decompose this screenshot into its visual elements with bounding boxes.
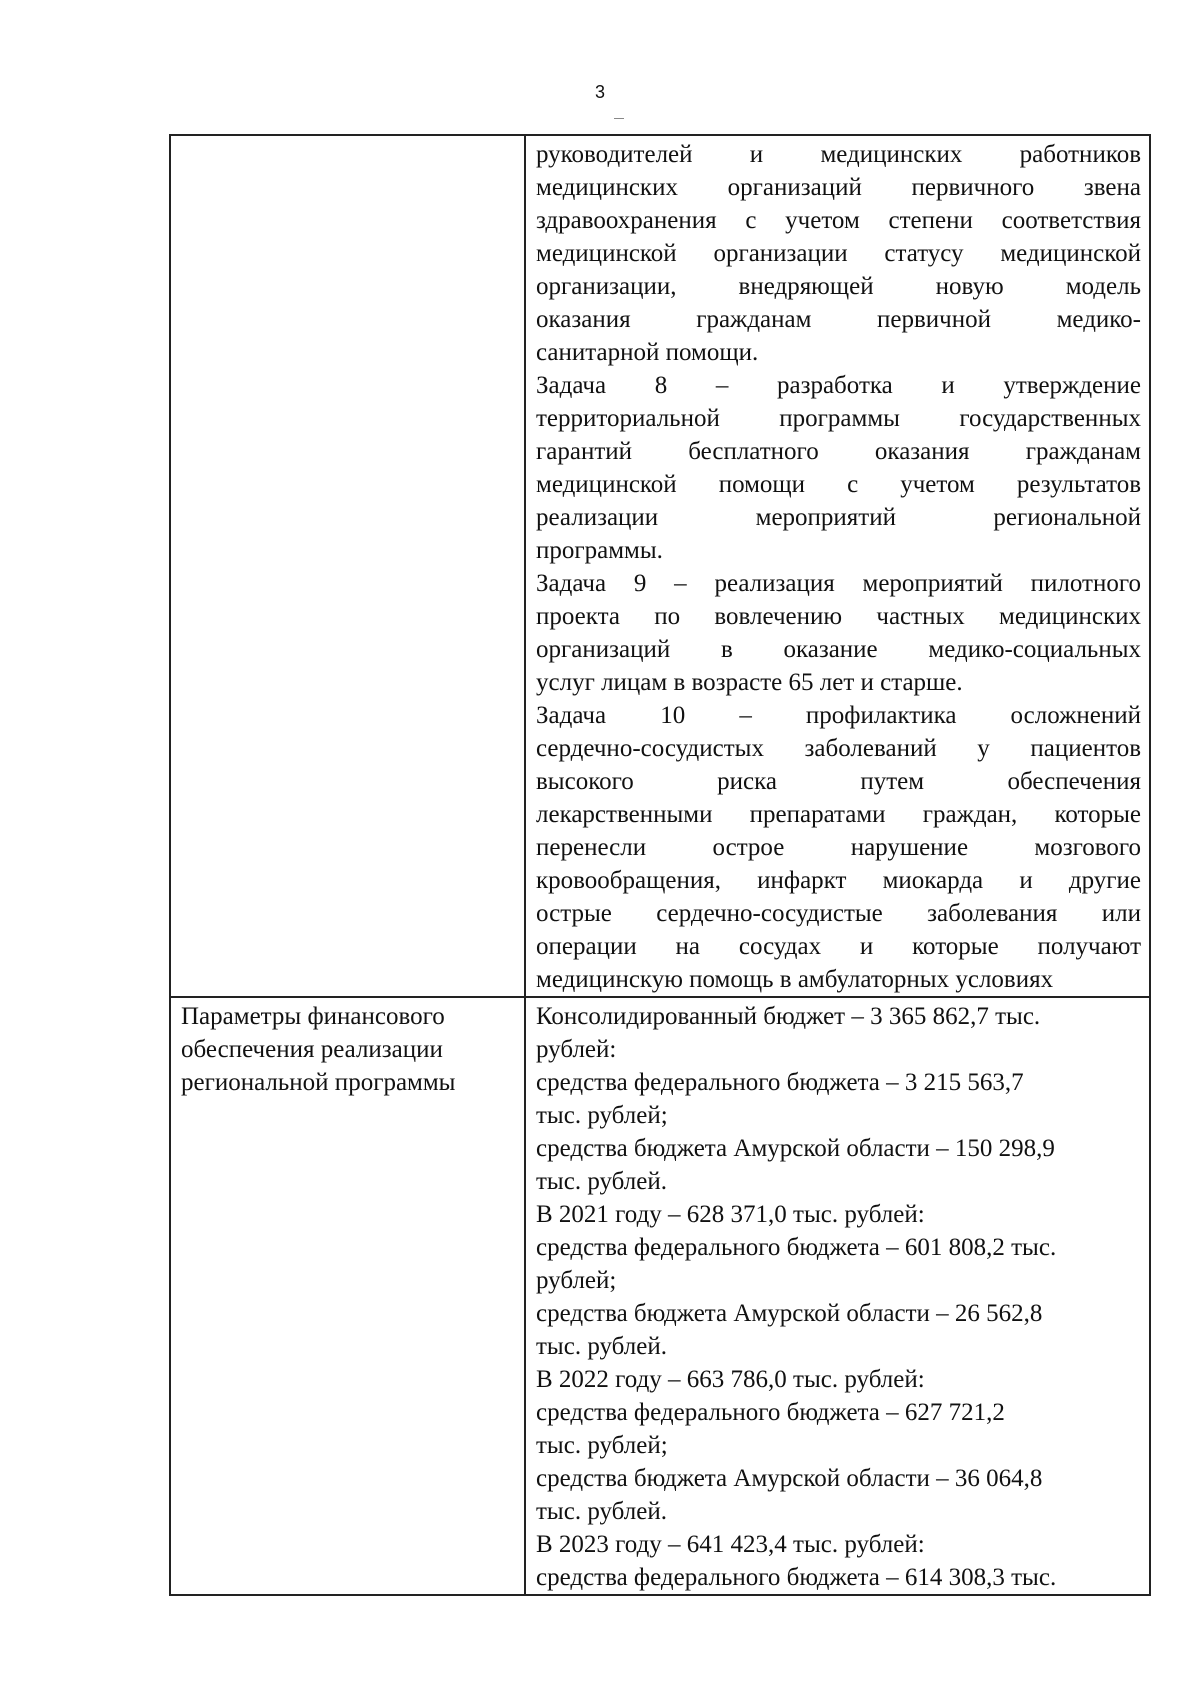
text-line: лекарственными препаратами граждан, которые bbox=[536, 801, 1141, 828]
parameter-label-line: обеспечения реализации bbox=[181, 1036, 443, 1063]
text-line: кровообращения, инфаркт миокарда и другие bbox=[536, 867, 1141, 894]
text-line: медицинских организаций первичного звена bbox=[536, 174, 1141, 201]
finance-line: рублей; bbox=[536, 1267, 617, 1294]
text-line: медицинской помощи с учетом результатов bbox=[536, 471, 1141, 498]
page-number: 3 bbox=[594, 82, 605, 102]
text-line: здравоохранения с учетом степени соответствия bbox=[536, 207, 1141, 234]
row2-right-cell bbox=[525, 997, 1150, 1595]
task-block-continuation bbox=[536, 138, 1141, 369]
finance-line: В 2023 году – 641 423,4 тыс. рублей: bbox=[536, 1531, 925, 1558]
text-line: проекта по вовлечению частных медицинских bbox=[536, 603, 1141, 630]
table-row bbox=[170, 997, 1150, 1595]
scan-mark bbox=[614, 118, 624, 119]
text-line: Задача 8 – разработка и утверждение bbox=[536, 372, 1141, 399]
table-row bbox=[170, 135, 1150, 997]
text-line: перенесли острое нарушение мозгового bbox=[536, 834, 1141, 861]
finance-line: средства бюджета Амурской области – 150 298,9 bbox=[536, 1135, 1055, 1162]
text-line: высокого риска путем обеспечения bbox=[536, 768, 1141, 795]
finance-line: средства бюджета Амурской области – 36 064,8 bbox=[536, 1465, 1043, 1492]
finance-line: средства федерального бюджета – 627 721,2 bbox=[536, 1399, 1005, 1426]
finance-line: тыс. рублей. bbox=[536, 1333, 667, 1360]
text-line: санитарной помощи. bbox=[536, 339, 759, 366]
finance-line: Консолидированный бюджет – 3 365 862,7 тыс. bbox=[536, 1003, 1041, 1030]
row1-left-cell bbox=[170, 135, 525, 997]
task-8-block bbox=[536, 369, 1141, 567]
finance-line: средства бюджета Амурской области – 26 562,8 bbox=[536, 1300, 1043, 1327]
text-line: медицинской организации статусу медицинской bbox=[536, 240, 1141, 267]
parameter-label-line: региональной программы bbox=[181, 1069, 456, 1096]
text-line: программы. bbox=[536, 537, 663, 564]
row1-right-cell bbox=[525, 135, 1150, 997]
task-10-block bbox=[536, 699, 1141, 996]
finance-line: В 2022 году – 663 786,0 тыс. рублей: bbox=[536, 1366, 925, 1393]
program-table bbox=[169, 134, 1151, 1596]
text-line: Задача 9 – реализация мероприятий пилотного bbox=[536, 570, 1141, 597]
parameter-label-line: Параметры финансового bbox=[181, 1003, 445, 1030]
finance-line: тыс. рублей. bbox=[536, 1498, 667, 1525]
text-line: острые сердечно-сосудистые заболевания или bbox=[536, 900, 1141, 927]
row2-left-cell bbox=[170, 997, 525, 1595]
finance-line: средства федерального бюджета – 601 808,2 тыс. bbox=[536, 1234, 1057, 1261]
text-line: медицинскую помощь в амбулаторных условиях bbox=[536, 966, 1054, 993]
task-9-block bbox=[536, 567, 1141, 699]
text-line: организации, внедряющей новую модель bbox=[536, 273, 1141, 300]
text-line: операции на сосудах и которые получают bbox=[536, 933, 1141, 960]
text-line: гарантий бесплатного оказания гражданам bbox=[536, 438, 1141, 465]
text-line: оказания гражданам первичной медико- bbox=[536, 306, 1141, 333]
text-line: реализации мероприятий региональной bbox=[536, 504, 1141, 531]
finance-line: тыс. рублей; bbox=[536, 1432, 668, 1459]
finance-line: средства федерального бюджета – 3 215 563,7 bbox=[536, 1069, 1024, 1096]
text-line: руководителей и медицинских работников bbox=[536, 141, 1141, 168]
finance-line: В 2021 году – 628 371,0 тыс. рублей: bbox=[536, 1201, 925, 1228]
text-line: организаций в оказание медико-социальных bbox=[536, 636, 1141, 663]
finance-line: тыс. рублей. bbox=[536, 1168, 667, 1195]
finance-line: рублей: bbox=[536, 1036, 617, 1063]
text-line: Задача 10 – профилактика осложнений bbox=[536, 702, 1141, 729]
text-line: услуг лицам в возрасте 65 лет и старше. bbox=[536, 669, 963, 696]
finance-line: тыс. рублей; bbox=[536, 1102, 668, 1129]
finance-line: средства федерального бюджета – 614 308,3 тыс. bbox=[536, 1564, 1057, 1591]
text-line: территориальной программы государственных bbox=[536, 405, 1141, 432]
text-line: сердечно-сосудистых заболеваний у пациентов bbox=[536, 735, 1141, 762]
